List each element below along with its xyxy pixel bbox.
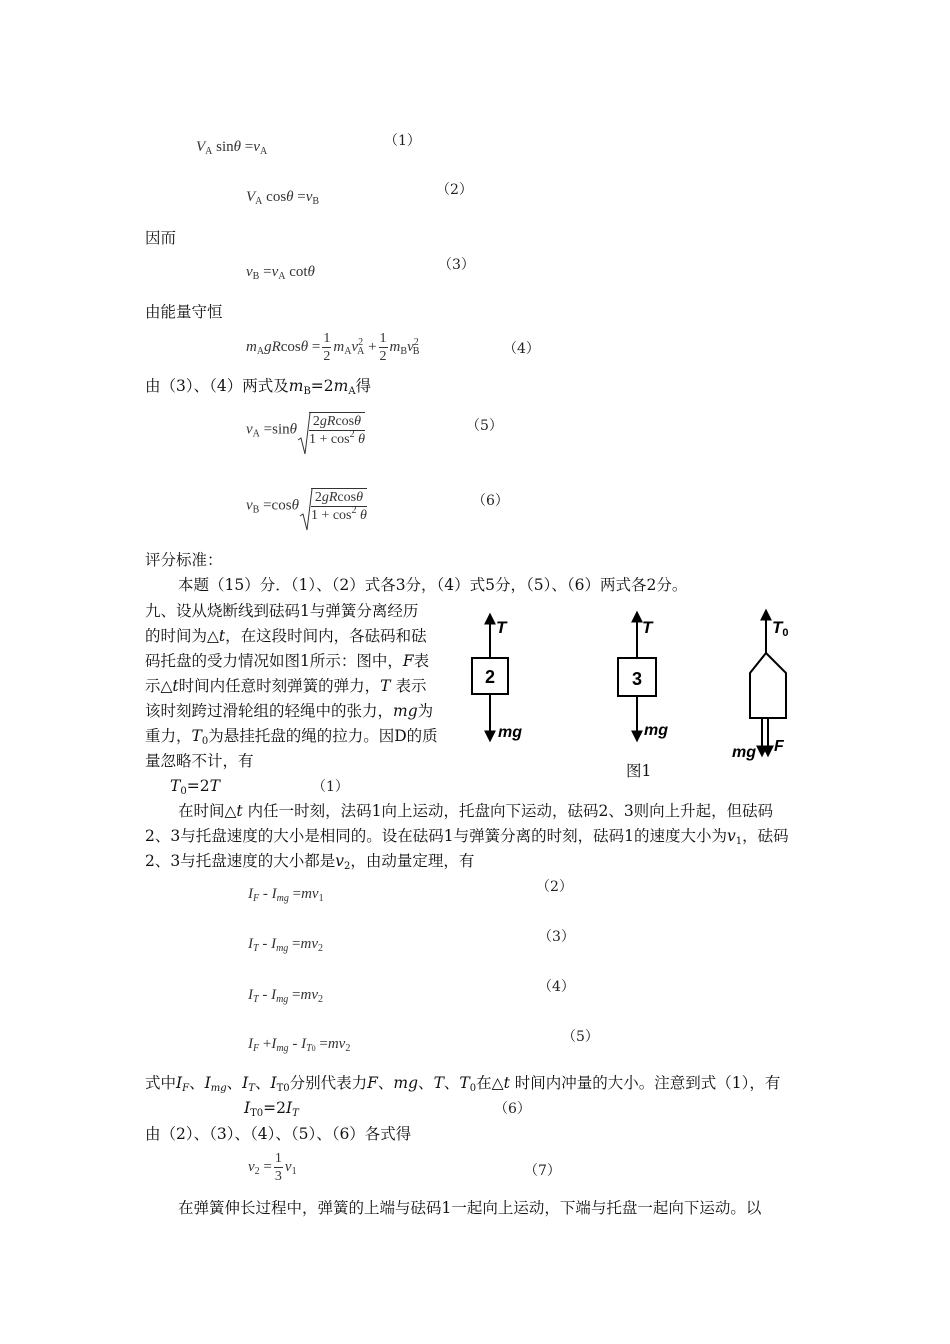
equation-number-2: （2） [436, 182, 473, 198]
momentum-eq-3: $I_T - I_{mg} =mv_2$ [248, 936, 324, 954]
tray-gravity-label: mg [732, 744, 756, 761]
block-3-diagram [618, 613, 668, 740]
momentum-eq-number-5: （5） [562, 1029, 599, 1045]
tray-diagram [732, 611, 789, 761]
q9-eq-1: $T_0=2T$ [170, 777, 220, 797]
force-diagram-figure [470, 605, 810, 765]
q9-line-6: 重力，$T_0$为悬挂托盘的绳的拉力。因D的质 [145, 727, 438, 747]
label-therefore: 因而 [145, 229, 177, 247]
momentum-eq-number-4: （4） [538, 979, 575, 995]
momentum-eq-2: $I_F - I_{mg} =mv_1$ [248, 886, 324, 904]
p2-line-3: 2、3与托盘速度的大小都是$v_2$，由动量定理，有 [145, 852, 475, 872]
block-3-gravity-label: mg [644, 722, 668, 739]
p3-line-1: 式中$I_F$、$I_{mg}$、$I_T$、$I_{T0}$分别代表力F、mg、T、$T_0$在△t 时间内冲量的大小。注意到式（1），有 [145, 1074, 781, 1094]
q9-line-7: 量忽略不计，有 [145, 752, 254, 770]
p2-line-2: 2、3与托盘速度的大小是相同的。设在砝码1与弹簧分离的时刻，砝码1的速度大小为$v_1$，砝码 [145, 827, 789, 847]
momentum-eq-number-2: （2） [536, 879, 573, 895]
p3-eq-6: $I_{T0}=2I_T$ [244, 1099, 299, 1119]
tray-tension-label: T0 [772, 618, 789, 639]
p3-eq-number-6: （6） [494, 1101, 531, 1117]
block-3-label: 3 [631, 669, 643, 689]
scoring-body: 本题（15）分．（1）、（2）式各3分，（4）式5分，（5）、（6）两式各2分。 [178, 576, 688, 594]
last-line: 在弹簧伸长过程中，弹簧的上端与砝码1一起向上运动，下端与托盘一起向下运动。以 [178, 1199, 762, 1217]
q9-line-2: 的时间为△t，在这段时间内，各砝码和砝 [145, 627, 427, 645]
equation-6: $v_B =\cos\theta$ $\frac{2gRcos\theta}{1 + \cos^2 \theta}$ [246, 488, 367, 524]
equation-3: $v_B =v_A$ cotθ [246, 264, 315, 282]
equation-number-6: （6） [472, 493, 509, 509]
block-2-label: 2 [484, 667, 496, 687]
label-scoring: 评分标准： [145, 551, 223, 569]
result-eq-number-7: （7） [524, 1163, 561, 1179]
figure-caption: 图1 [626, 762, 652, 780]
q9-line-1: 九、设从烧断线到砝码1与弹簧分离经历 [145, 602, 419, 620]
q9-eq-number-1: （1） [312, 779, 349, 795]
block-2-tension-label: T [496, 618, 507, 637]
momentum-eq-4: $I_T - I_{mg} =mv_2$ [248, 987, 324, 1005]
equation-number-5: （5） [466, 418, 503, 434]
equation-number-3: （3） [438, 257, 475, 273]
block-2-diagram [472, 615, 522, 741]
momentum-eq-number-3: （3） [538, 929, 575, 945]
equation-5: $v_A =\sin\theta$ $\frac{2gRcos\theta}{1 + \cos^2 \theta}$ [246, 412, 365, 448]
equation-number-1: （1） [384, 133, 421, 149]
label-from34: 由（3）、（4）两式及$m_B=2m_A$得 [145, 377, 372, 397]
block-2-gravity-label: mg [498, 724, 522, 741]
q9-line-4: 示△t时间内任意时刻弹簧的弹力，T 表示 [145, 677, 427, 695]
p2-line-1: 在时间△t 内任一时刻，法码1向上运动，托盘向下运动，砝码2、3则向上升起，但砝码 [178, 802, 774, 820]
p3-from: 由（2）、（3）、（4）、（5）、（6）各式得 [145, 1125, 412, 1143]
equation-4: $m_AgRcos\theta$ = $\frac{1}{2}$ $m_Av^2_A$ + $\frac{1}{2}$ $m_Bv^2_B$ [246, 331, 420, 364]
equation-1: $V_A$ $\sin\theta =v_A$ [196, 139, 268, 157]
equation-2: $V_A$ $\cos\theta =v_B$ [246, 189, 320, 207]
q9-line-5: 该时刻跨过滑轮组的轻绳中的张力，mg为 [145, 702, 434, 720]
result-eq-7: $v_2$ = $\frac{1}{3}$ $v_1$ [248, 1151, 297, 1184]
momentum-eq-5: $I_F +I_{mg} - I_{T0} =mv_2$ [248, 1036, 351, 1054]
label-energy: 由能量守恒 [145, 303, 223, 321]
equation-number-4: （4） [503, 341, 540, 357]
q9-line-3: 码托盘的受力情况如图1所示：图中，F表 [145, 652, 430, 670]
block-3-tension-label: T [642, 618, 653, 637]
tray-spring-force-label: F [774, 738, 784, 755]
